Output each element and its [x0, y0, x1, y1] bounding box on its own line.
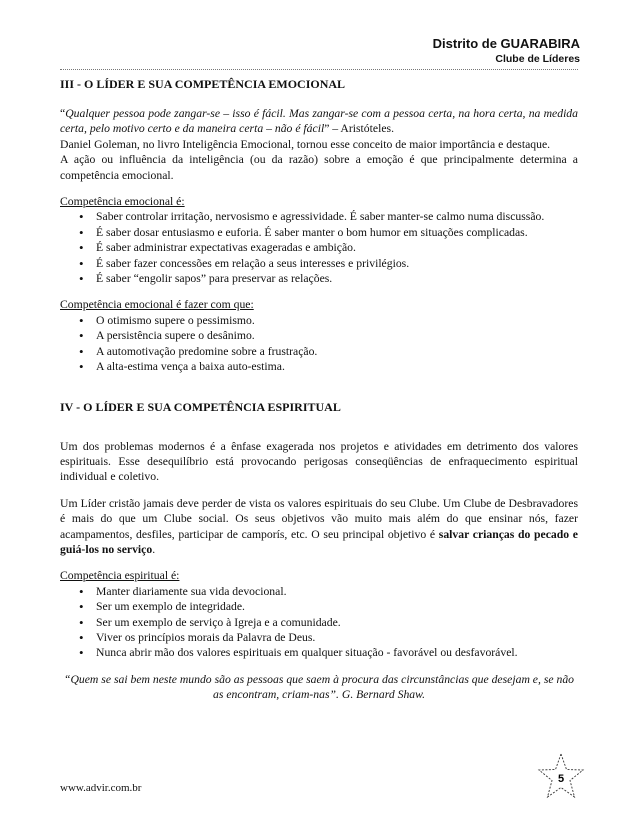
- list-item: • Manter diariamente sua vida devocional.: [96, 584, 578, 599]
- christian-leader-text: Um Líder cristão jamais deve perder de vista os valores espirituais do seu Clube. Um Clube de Desbravadores é mais do que um Clube social. Os seus objetivos vão muito mais além do que ensinar nós, fazer acampamentos, desfiles, participar de camporís, etc. O seu principal objetivo é: [60, 496, 578, 541]
- list-item: • A alta-estima vença a baixa auto-estima.: [96, 359, 578, 374]
- list-item: • O otimismo supere o pessimismo.: [96, 313, 578, 328]
- emotional-competence-list: [60, 209, 578, 286]
- list-item: • Saber controlar irritação, nervosismo e agressividade. É saber manter-se calmo numa discussão.: [96, 209, 578, 224]
- christian-leader-end: .: [152, 542, 156, 556]
- list-item: • Nunca abrir mão dos valores espirituais em qualquer situação - favorável ou desfavorável.: [96, 645, 578, 660]
- list-3-title: Competência espiritual é:: [60, 569, 180, 583]
- list-item: • A persistência supere o desânimo.: [96, 328, 578, 343]
- christian-leader-paragraph: [60, 496, 578, 558]
- header-divider: [60, 69, 578, 70]
- footer-url: www.advir.com.br: [60, 782, 142, 794]
- spiritual-competence-list: [60, 584, 578, 661]
- club-subtitle: Clube de Líderes: [495, 53, 580, 65]
- quote-attribution: ” – Aristóteles.: [324, 122, 394, 136]
- list-2-title: Competência emocional é fazer com que:: [60, 298, 254, 312]
- reason-emotion-paragraph: A ação ou influência da inteligência (ou da razão) sobre a emoção é que principalmente determina a competência emocional.: [60, 153, 578, 182]
- quote-open-mark: “: [60, 107, 66, 120]
- shaw-quote: “Quem se sai bem neste mundo são as pessoas que saem à procura das circunstâncias que desejam e, se não as encontram, criam-nas”. G. Bernard Shaw.: [63, 672, 575, 702]
- page-number: 5: [557, 773, 565, 785]
- document-body: [60, 76, 578, 703]
- main-objective: salvar crianças do pecado e guiá-los no serviço: [60, 527, 578, 556]
- modern-problems-paragraph: Um dos problemas modernos é a ênfase exagerada nos projetos e atividades em detrimento dos valores espirituais. Esse desequilíbrio está provocando perigosas conseqüências de enfraquecimento espiritual individual e coletivo.: [60, 439, 578, 484]
- list-item: • Viver os princípios morais da Palavra de Deus.: [96, 630, 578, 645]
- list-item: • Ser um exemplo de serviço à Igreja e a comunidade.: [96, 615, 578, 630]
- goleman-paragraph: Daniel Goleman, no livro Inteligência Emocional, tornou esse conceito de maior importância e destaque.: [60, 137, 551, 151]
- list-item: • A automotivação predomine sobre a frustração.: [96, 344, 578, 359]
- section-3-heading: III - O LÍDER E SUA COMPETÊNCIA EMOCIONAL: [60, 77, 346, 91]
- aristotle-quote-paragraph: [60, 106, 578, 137]
- list-1-title: Competência emocional é:: [60, 195, 185, 209]
- list-item: • É saber administrar expectativas exageradas e ambição.: [96, 240, 578, 255]
- list-item: • É saber fazer concessões em relação a seus interesses e privilégios.: [96, 256, 578, 271]
- aristotle-quote: Qualquer pessoa pode zangar-se – isso é fácil. Mas zangar-se com a pessoa certa, na hora certa, na medida certa, pelo motivo certo e da maneira certa – não é fácil: [60, 107, 578, 136]
- emotional-competence-goals-list: [60, 313, 578, 375]
- list-item: • Ser um exemplo de integridade.: [96, 599, 578, 614]
- page-header: [433, 36, 580, 66]
- section-4-heading: IV - O LÍDER E SUA COMPETÊNCIA ESPIRITUAL: [60, 399, 341, 414]
- list-item: • É saber “engolir sapos” para preservar as relações.: [96, 271, 578, 286]
- district-title: Distrito de GUARABIRA: [432, 36, 580, 51]
- star-icon: [536, 752, 586, 800]
- list-item: • É saber dosar entusiasmo e euforia. É saber manter o bom humor em situações complicadas.: [96, 225, 578, 240]
